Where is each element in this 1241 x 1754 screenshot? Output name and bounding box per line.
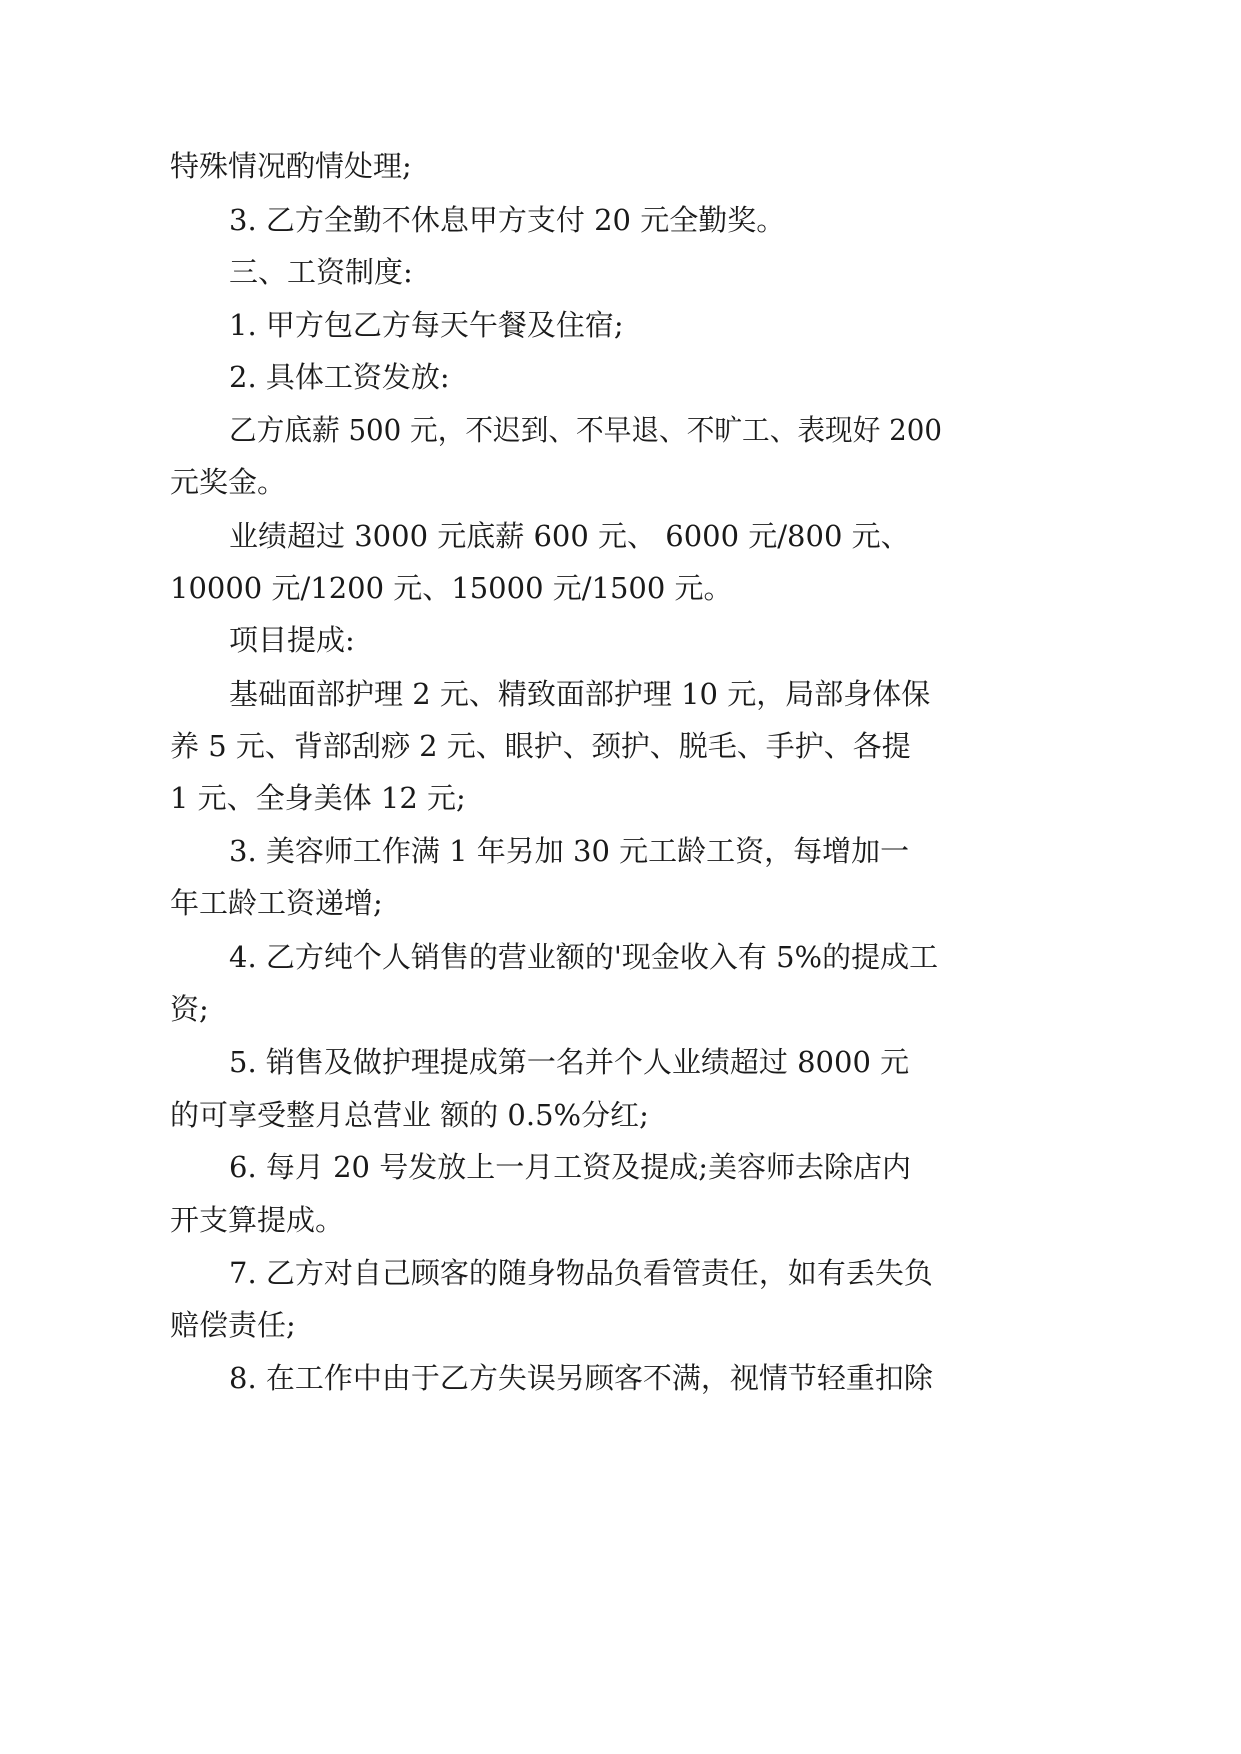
text-line	[0, 980, 1241, 1038]
text-line	[0, 1138, 1241, 1196]
text-line-content: 赔偿责任;	[170, 1308, 296, 1342]
text-line	[0, 137, 1241, 195]
text-line-content: 7. 乙方对自己顾客的随身物品负看管责任，如有丢失负	[229, 1256, 933, 1290]
text-line	[0, 1296, 1241, 1354]
text-line-content: 3. 美容师工作满 1 年另加 30 元工龄工资，每增加一	[229, 834, 910, 868]
text-line-content: 3. 乙方全勤不休息甲方支付 20 元全勤奖。	[229, 203, 786, 237]
text-line-content: 基础面部护理 2 元、精致面部护理 10 元，局部身体保	[229, 677, 931, 711]
text-line-content: 开支算提成。	[170, 1203, 345, 1237]
text-line	[0, 1191, 1241, 1249]
text-line-content: 三、工资制度:	[229, 255, 413, 289]
text-line	[0, 1086, 1241, 1144]
text-line-content: 的可享受整月总营业 额的 0.5%分红;	[170, 1098, 649, 1132]
text-line	[0, 717, 1241, 775]
text-line	[0, 822, 1241, 880]
text-line	[0, 874, 1241, 932]
text-line-content: 业绩超过 3000 元底薪 600 元、 6000 元/800 元、	[229, 519, 910, 553]
text-line	[0, 507, 1241, 565]
text-line-content: 特殊情况酌情处理;	[170, 149, 412, 183]
text-line-content: 养 5 元、背部刮痧 2 元、眼护、颈护、脱毛、手护、各提	[170, 729, 911, 763]
section-heading	[0, 243, 1241, 301]
text-line	[0, 1349, 1241, 1407]
text-line	[0, 191, 1241, 249]
text-line	[0, 769, 1241, 827]
text-line-content: 10000 元/1200 元、15000 元/1500 元。	[170, 571, 733, 605]
text-line	[0, 453, 1241, 511]
text-line-content: 元奖金。	[170, 465, 287, 499]
text-line	[0, 611, 1241, 669]
text-line-content: 项目提成:	[229, 623, 355, 657]
text-line-content: 4. 乙方纯个人销售的营业额的'现金收入有 5%的提成工	[229, 940, 939, 974]
text-line	[0, 1033, 1241, 1091]
text-line	[0, 401, 1241, 459]
text-line	[0, 559, 1241, 617]
text-line	[0, 665, 1241, 723]
text-line-content: 2. 具体工资发放:	[229, 360, 450, 394]
text-line-content: 1. 甲方包乙方每天午餐及住宿;	[229, 308, 624, 342]
text-line	[0, 1244, 1241, 1302]
text-line-content: 8. 在工作中由于乙方失误另顾客不满，视情节轻重扣除	[229, 1361, 933, 1395]
text-line-content: 6. 每月 20 号发放上一月工资及提成;美容师去除店内	[229, 1150, 911, 1184]
text-line	[0, 296, 1241, 354]
text-line-content: 1 元、全身美体 12 元;	[170, 781, 466, 815]
text-line-content: 资;	[170, 992, 209, 1026]
text-line-content: 年工龄工资递增;	[170, 886, 383, 920]
text-line	[0, 348, 1241, 406]
text-line-content: 乙方底薪 500 元，不迟到、不早退、不旷工、表现好 200	[229, 413, 942, 447]
text-line	[0, 928, 1241, 986]
text-line-content: 5. 销售及做护理提成第一名并个人业绩超过 8000 元	[229, 1045, 910, 1079]
